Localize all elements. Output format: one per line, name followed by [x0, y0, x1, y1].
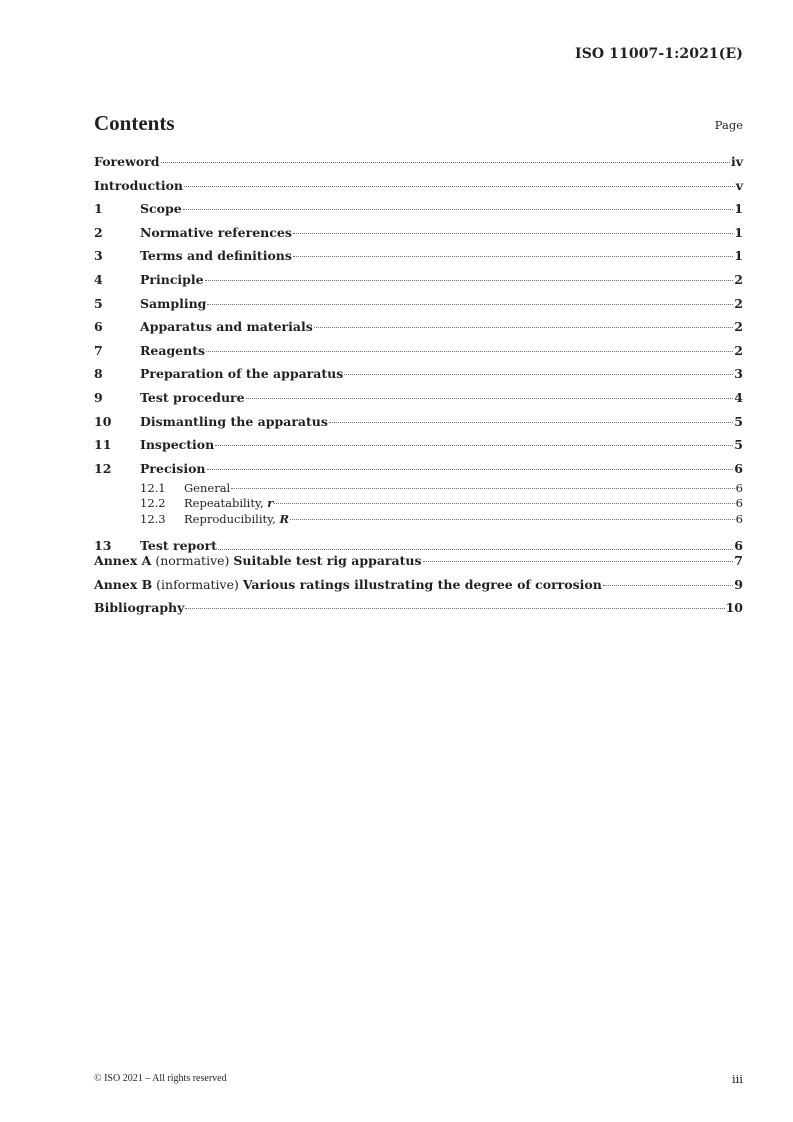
toc-entry-page: 2	[734, 319, 743, 335]
toc-entry-title: Test procedure	[140, 389, 245, 405]
dot-leader	[206, 351, 733, 352]
dot-leader	[183, 209, 734, 210]
toc-entry-title: Principle	[140, 271, 204, 287]
toc-entry-page: v	[735, 177, 743, 193]
dot-leader	[205, 280, 734, 281]
toc-entry-page: 10	[725, 600, 743, 616]
dot-leader	[231, 488, 734, 489]
table-of-contents	[94, 154, 743, 624]
toc-entry-clause-8[interactable]	[94, 366, 743, 390]
toc-entry-clause-3[interactable]	[94, 248, 743, 272]
document-identifier: ISO 11007-1:2021(E)	[575, 46, 743, 62]
toc-subentry-number: 12.1	[140, 480, 166, 495]
toc-entry-clause-9[interactable]	[94, 390, 743, 414]
toc-entry-clause-10[interactable]	[94, 414, 743, 438]
dot-leader	[161, 162, 730, 163]
toc-entry-page: 6	[734, 538, 743, 554]
toc-entry-number: 3	[94, 248, 103, 264]
toc-subentry-page: 6	[735, 480, 743, 495]
toc-entry-number: 12	[94, 460, 112, 476]
toc-entry-number: 13	[94, 538, 112, 554]
toc-entry-title: Sampling	[140, 295, 207, 311]
toc-entry-number: 7	[94, 342, 103, 358]
page-column-label: Page	[714, 118, 743, 132]
dot-leader	[603, 585, 733, 586]
toc-entry-number: 2	[94, 224, 103, 240]
toc-entry-title: Terms and definitions	[140, 248, 292, 264]
toc-entry-page: 5	[734, 437, 743, 453]
annex-label: Annex A	[94, 553, 152, 569]
toc-entry-title: Foreword	[94, 154, 160, 169]
toc-entry-number: 1	[94, 201, 103, 217]
annex-title: Various ratings illustrating the degree of corrosion	[242, 576, 602, 592]
toc-subentry-number: 12.2	[140, 496, 166, 511]
copyright-notice: © ISO 2021 – All rights reserved	[94, 1073, 227, 1084]
dot-leader	[246, 398, 734, 399]
toc-entry-clause-4[interactable]	[94, 272, 743, 296]
toc-entry-number: 10	[94, 413, 112, 429]
toc-entry-page: 1	[734, 201, 743, 217]
toc-entry-page: 9	[734, 576, 743, 592]
dot-leader	[423, 561, 734, 562]
page-number: iii	[731, 1072, 743, 1086]
toc-entry-clause-7[interactable]	[94, 343, 743, 367]
annex-title: Suitable test rig apparatus	[233, 553, 422, 569]
dot-leader	[215, 445, 733, 446]
toc-entry-page: iv	[730, 154, 743, 169]
toc-entry-page: 1	[734, 224, 743, 240]
toc-entry-number: 11	[94, 437, 112, 453]
toc-entry-number: 5	[94, 295, 103, 311]
toc-entry-page: 1	[734, 248, 743, 264]
toc-entry-title: Test report	[140, 538, 217, 554]
dot-leader	[293, 233, 733, 234]
toc-entry-page: 6	[734, 460, 743, 476]
toc-entry-clause-12[interactable]	[94, 461, 743, 481]
dot-leader	[314, 327, 734, 328]
toc-entry-annex-a[interactable]	[94, 553, 743, 577]
toc-entry-number: 9	[94, 389, 103, 405]
toc-entry-annex-b[interactable]	[94, 577, 743, 601]
dot-leader	[274, 503, 734, 504]
toc-subentry-title: General	[184, 480, 231, 495]
toc-entry-title: Scope	[140, 201, 182, 217]
toc-entry-page: 2	[734, 295, 743, 311]
toc-subentry-title: Repeatability,	[184, 496, 268, 511]
toc-entry-title: Inspection	[140, 437, 215, 453]
toc-subentry-page: 6	[735, 511, 743, 526]
annex-kind: (normative)	[151, 553, 234, 569]
toc-entry-page: 5	[734, 413, 743, 429]
toc-entry-foreword[interactable]	[94, 154, 743, 178]
toc-entry-title: Apparatus and materials	[140, 319, 313, 335]
toc-subentry-12-1[interactable]	[94, 481, 743, 497]
toc-entry-clause-6[interactable]	[94, 319, 743, 343]
toc-subentry-12-2[interactable]	[94, 496, 743, 512]
toc-subentry-page: 6	[735, 496, 743, 511]
page-title: Contents	[94, 111, 175, 135]
toc-entry-title: Dismantling the apparatus	[140, 413, 328, 429]
dot-leader	[293, 256, 733, 257]
toc-entry-clause-2[interactable]	[94, 225, 743, 249]
dot-leader	[290, 519, 735, 520]
toc-entry-number: 4	[94, 271, 103, 287]
toc-entry-page: 2	[734, 271, 743, 287]
toc-subentry-12-3[interactable]	[94, 512, 743, 528]
toc-entry-title: Precision	[140, 460, 206, 476]
toc-entry-clause-11[interactable]	[94, 437, 743, 461]
toc-subentry-title: Reproducibility,	[184, 511, 280, 526]
dot-leader	[184, 186, 735, 187]
toc-entry-page: 7	[734, 553, 743, 569]
toc-entry-page: 2	[734, 342, 743, 358]
toc-entry-title: Bibliography	[94, 600, 185, 616]
toc-entry-bibliography[interactable]	[94, 600, 743, 624]
toc-entry-clause-13[interactable]	[94, 527, 743, 553]
dot-leader	[185, 608, 724, 609]
annex-kind: (informative)	[152, 576, 243, 592]
toc-entry-number: 6	[94, 319, 103, 335]
reproducibility-symbol: R	[279, 511, 289, 526]
dot-leader	[218, 549, 733, 550]
toc-entry-page: 3	[734, 366, 743, 382]
toc-entry-title: Introduction	[94, 177, 184, 193]
annex-label: Annex B	[94, 576, 153, 592]
dot-leader	[344, 374, 733, 375]
toc-entry-title: Preparation of the apparatus	[140, 366, 344, 382]
toc-subentry-number: 12.3	[140, 511, 166, 526]
toc-entry-introduction[interactable]	[94, 178, 743, 202]
repeatability-symbol: r	[267, 496, 274, 511]
dot-leader	[207, 304, 733, 305]
toc-entry-number: 8	[94, 366, 103, 382]
toc-entry-title: Normative references	[140, 224, 292, 240]
toc-entry-clause-5[interactable]	[94, 296, 743, 320]
dot-leader	[329, 422, 733, 423]
toc-entry-page: 4	[734, 389, 743, 405]
dot-leader	[207, 469, 734, 470]
toc-entry-title: Reagents	[140, 342, 206, 358]
toc-entry-clause-1[interactable]	[94, 201, 743, 225]
